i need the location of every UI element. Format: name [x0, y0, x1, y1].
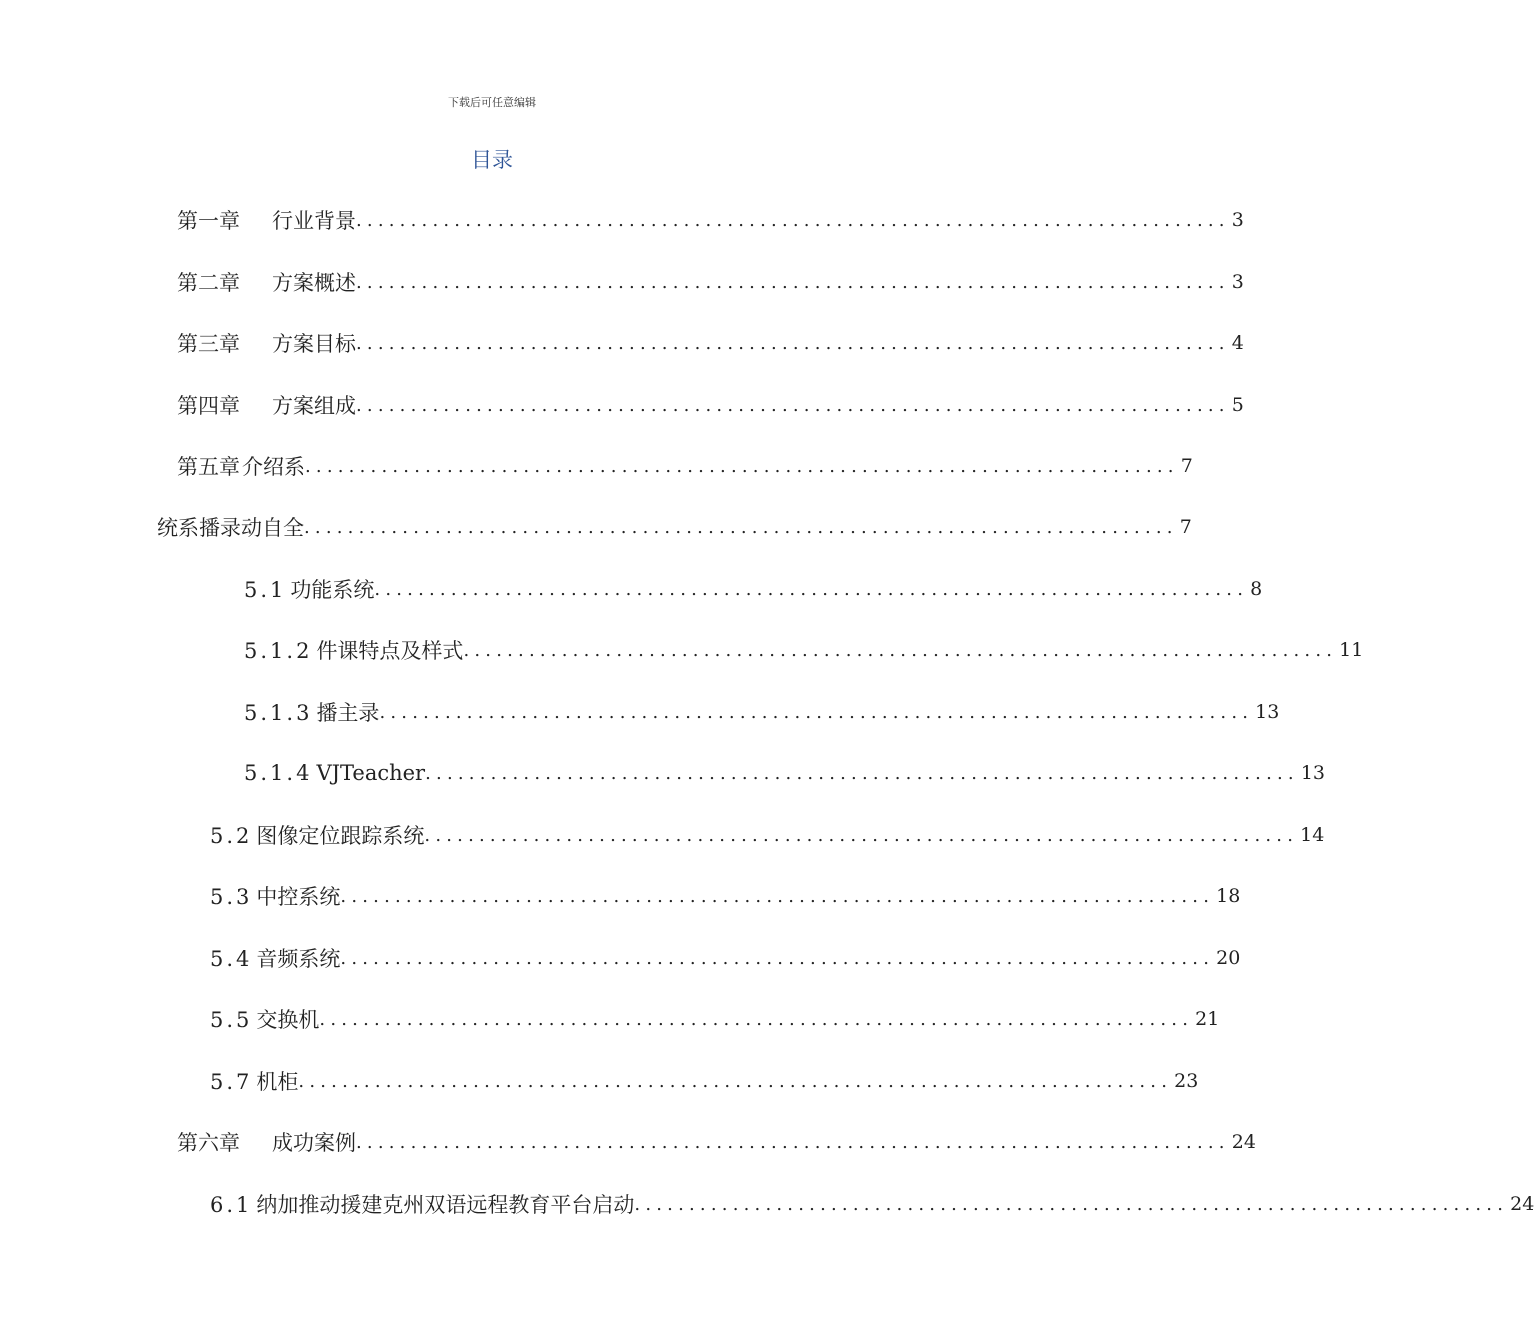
toc-entry-title: 统系播录动自全 [157, 516, 304, 540]
toc-entry-label [157, 512, 304, 542]
toc-entry-chapter: 第三章 [177, 332, 240, 356]
toc-entry-title: 图像定位跟踪系统 [256, 824, 425, 848]
toc-entry-chapter: 第二章 [177, 271, 240, 295]
toc-entry-page-number: 23 [1174, 1070, 1199, 1092]
toc-entry[interactable] [177, 390, 1244, 420]
toc-leader-dots: ................................................................................ [634, 1193, 1509, 1215]
toc-entry-chapter: 第一章 [177, 209, 240, 233]
toc-entry[interactable] [244, 574, 1263, 604]
toc-leader-dots: ................................................................................ [305, 455, 1179, 477]
toc-leader-dots: ................................................................................ [340, 947, 1215, 969]
toc-entry-label [177, 1127, 356, 1157]
toc-leader-dots: ................................................................................ [463, 639, 1338, 661]
toc-leader-dots: ................................................................................ [356, 1131, 1230, 1153]
toc-entry-title: 方案概述 [272, 271, 356, 295]
page-header-note: 下载后可任意编辑 [448, 96, 536, 109]
toc-entry-label [244, 697, 379, 727]
toc-leader-dots: ................................................................................ [356, 271, 1230, 293]
toc-entry[interactable] [210, 1189, 1534, 1219]
toc-leader-dots: ................................................................................ [298, 1070, 1173, 1092]
toc-entry[interactable] [210, 943, 1241, 973]
toc-entry-page-number: 13 [1255, 701, 1280, 723]
toc-entry-page-number: 21 [1195, 1008, 1220, 1030]
toc-title: 目录 [471, 148, 513, 172]
toc-leader-dots: ................................................................................ [319, 1008, 1194, 1030]
toc-leader-dots: ................................................................................ [356, 332, 1230, 354]
toc-entry-number: 6.1 [210, 1193, 253, 1217]
toc-entry-page-number: 3 [1231, 209, 1244, 231]
toc-entry[interactable] [210, 881, 1241, 911]
toc-entry[interactable] [177, 451, 1193, 481]
toc-entry-label [177, 390, 356, 420]
toc-entry-title: 介绍系 [242, 455, 305, 479]
toc-entry-label [244, 761, 425, 785]
toc-entry-title: 音频系统 [256, 947, 341, 971]
toc-entry-title: 中控系统 [256, 885, 341, 909]
toc-entry-chapter: 第五章 [177, 455, 240, 479]
toc-entry-number: 5.7 [210, 1070, 253, 1094]
toc-entry-label [177, 205, 356, 235]
toc-leader-dots: ................................................................................ [379, 701, 1254, 723]
toc-entry-title: 播主录 [316, 701, 380, 725]
toc-entry-page-number: 5 [1231, 394, 1244, 416]
toc-entry[interactable] [177, 1127, 1256, 1157]
toc-entry[interactable] [244, 697, 1280, 727]
toc-entry-page-number: 8 [1250, 578, 1263, 600]
toc-entry-label [210, 943, 340, 973]
toc-entry-number: 5.3 [210, 885, 253, 909]
toc-entry[interactable] [210, 1066, 1199, 1096]
toc-leader-dots: ................................................................................ [340, 885, 1215, 907]
toc-entry-title: 交换机 [256, 1008, 320, 1032]
toc-entry-title: 件课特点及样式 [316, 639, 464, 663]
toc-entry-title: VJTeacher [316, 761, 426, 785]
toc-entry-number: 5.2 [210, 824, 253, 848]
toc-entry[interactable] [210, 820, 1325, 850]
toc-entry-page-number: 24 [1231, 1131, 1256, 1153]
toc-entry[interactable] [157, 512, 1192, 542]
toc-leader-dots: ................................................................................ [425, 762, 1299, 784]
toc-entry-label [210, 1189, 634, 1219]
toc-entry-number: 5.4 [210, 947, 253, 971]
toc-entry-label [244, 635, 463, 665]
toc-entry-title: 方案目标 [272, 332, 356, 356]
toc-entry-title: 纳加推动援建克州双语远程教育平台启动 [256, 1193, 635, 1217]
toc-entry-page-number: 18 [1216, 885, 1241, 907]
toc-entry[interactable] [177, 267, 1244, 297]
toc-entry-label [210, 881, 340, 911]
toc-leader-dots: ................................................................................ [304, 516, 1178, 538]
toc-entry-page-number: 14 [1300, 824, 1325, 846]
toc-entry[interactable] [244, 635, 1364, 665]
toc-entry-page-number: 3 [1231, 271, 1244, 293]
toc-entry-title: 成功案例 [272, 1131, 356, 1155]
toc-entry-number: 5.1.4 [244, 761, 313, 785]
toc-entry-label [177, 451, 305, 481]
toc-entry-page-number: 11 [1339, 639, 1364, 661]
toc-entry-number: 5.5 [210, 1008, 253, 1032]
toc-entry-label [210, 820, 424, 850]
toc-entry-number: 5.1.3 [244, 701, 313, 725]
toc-entry-title: 功能系统 [290, 578, 375, 602]
toc-leader-dots: ................................................................................ [424, 824, 1299, 846]
toc-entry[interactable] [177, 205, 1244, 235]
toc-entry-page-number: 7 [1179, 516, 1192, 538]
toc-leader-dots: ................................................................................ [356, 394, 1230, 416]
toc-entry-title: 行业背景 [272, 209, 356, 233]
toc-entry-chapter: 第四章 [177, 394, 240, 418]
toc-entry[interactable] [210, 1004, 1220, 1034]
toc-entry-page-number: 24 [1510, 1193, 1534, 1215]
toc-entry-page-number: 4 [1231, 332, 1244, 354]
toc-entry[interactable] [177, 328, 1244, 358]
toc-entry-label [210, 1066, 298, 1096]
toc-leader-dots: ................................................................................ [356, 209, 1230, 231]
toc-entry-page-number: 7 [1180, 455, 1193, 477]
toc-entry-page-number: 20 [1216, 947, 1241, 969]
toc-entry-label [244, 574, 374, 604]
toc-leader-dots: ................................................................................ [374, 578, 1249, 600]
toc-entry-title: 机柜 [256, 1070, 299, 1094]
toc-entry-title: 方案组成 [272, 394, 356, 418]
toc-entry-number: 5.1.2 [244, 639, 313, 663]
toc-entry-label [210, 1004, 319, 1034]
toc-entry-chapter: 第六章 [177, 1131, 240, 1155]
toc-entry-label [177, 267, 356, 297]
toc-entry[interactable] [244, 758, 1326, 788]
toc-entry-label [177, 328, 356, 358]
toc-entry-number: 5.1 [244, 578, 287, 602]
toc-entry-page-number: 13 [1300, 762, 1326, 784]
